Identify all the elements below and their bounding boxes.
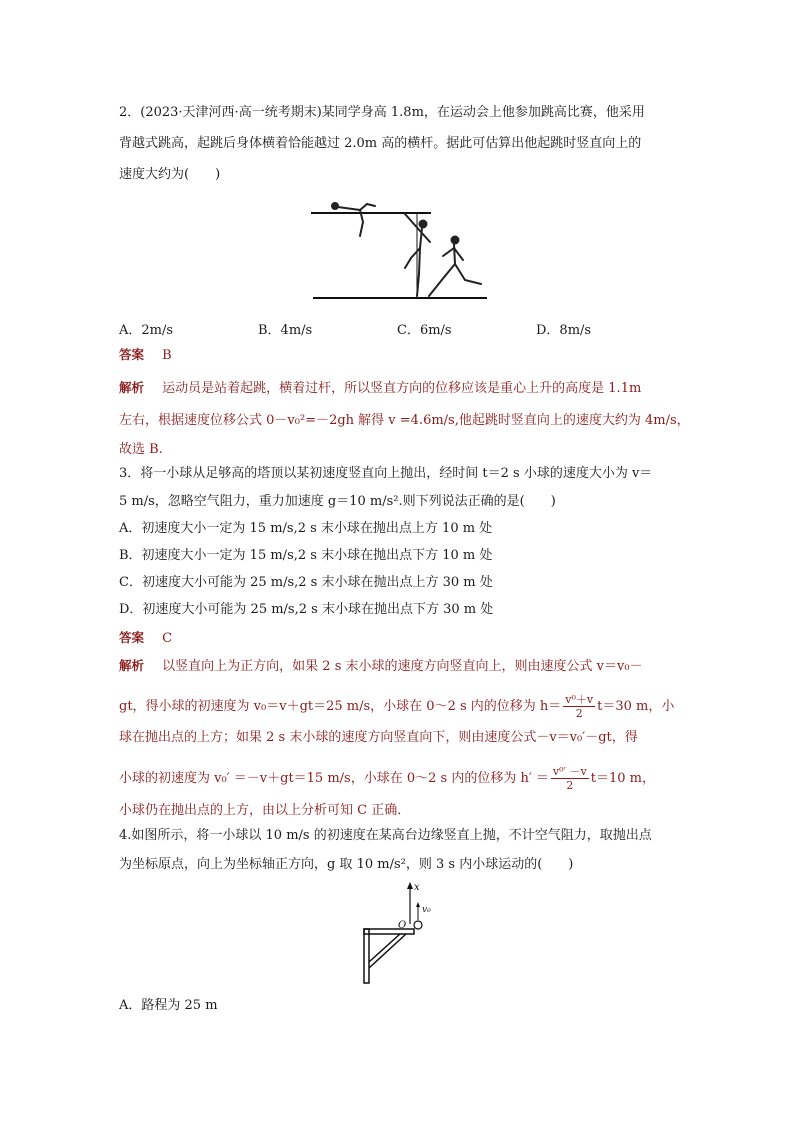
v0-label: v₀ (422, 905, 431, 915)
q3-analysis-line1 (119, 656, 643, 677)
origin-label: O (398, 920, 407, 931)
q3-stem-line1: 3．将一小球从足够高的塔顶以某初速度竖直向上抛出，经时间 t＝2 s 小球的速度大小为 v＝ (119, 466, 653, 481)
fraction (551, 765, 589, 792)
analysis-text: 小球的初速度为 v₀′ ＝－v＋gt＝15 m/s，小球在 0～2 s 内的位移为 h′ ＝ (119, 771, 549, 786)
answer-value: C (162, 631, 173, 646)
q3-option-a: A．初速度大小一定为 15 m/s,2 s 末小球在抛出点上方 10 m 处 (119, 521, 493, 536)
q3-option-c: C．初速度大小可能为 25 m/s,2 s 末小球在抛出点上方 30 m 处 (119, 575, 493, 590)
q3-option-d: D．初速度大小可能为 25 m/s,2 s 末小球在抛出点下方 30 m 处 (119, 602, 494, 617)
fraction-numerator: v⁰＋v (565, 693, 594, 706)
q3-analysis-line2 (119, 693, 674, 720)
answer-label: 答案 (119, 347, 145, 362)
answer-value: B (162, 348, 172, 363)
q4-stem-line1: 4.如图所示，将一小球以 10 m/s 的初速度在某高台边缘竖直上抛，不计空气阻力，取抛出点 (119, 828, 652, 843)
q2-stem-line2: 背越式跳高，起跳后身体横着恰能越过 2.0m 高的横杆。据此可估算出他起跳时竖直向上的 (119, 136, 642, 151)
analysis-text: 以竖直向上为正方向，如果 2 s 末小球的速度方向竖直向上，则由速度公式 v＝v₀－ (162, 659, 643, 674)
q2-analysis-line1 (119, 378, 641, 399)
analysis-label: 解析 (119, 658, 145, 673)
q4-stem-line2: 为坐标原点，向上为坐标轴正方向，g 取 10 m/s²，则 3 s 内小球运动的( ) (119, 857, 574, 872)
q2-option-b: B．4m/s (258, 323, 313, 338)
fraction (563, 693, 595, 720)
analysis-label: 解析 (119, 380, 145, 395)
q2-option-d: D．8m/s (536, 323, 592, 338)
ball (414, 921, 422, 929)
q2-analysis-line3: 故选 B. (119, 442, 163, 457)
q3-analysis-line5: 小球仍在抛出点的上方，由以上分析可知 C 正确． (119, 803, 411, 818)
q2-answer (119, 345, 172, 366)
fraction-denominator: 2 (575, 707, 583, 720)
x-axis-label: x (414, 882, 420, 893)
fraction-denominator: 2 (566, 779, 574, 792)
platform-figure (352, 880, 442, 988)
q2-stem-line3: 速度大约为( ) (119, 167, 221, 182)
q2-stem-line1: 2．(2023·天津河西·高一统考期末)某同学身高 1.8m，在运动会上他参加跳高比赛，他采用 (119, 105, 645, 120)
q3-analysis-line4 (119, 765, 655, 792)
q3-stem-line2: 5 m/s，忽略空气阻力，重力加速度 g＝10 m/s².则下列说法正确的是( ) (119, 494, 556, 509)
high-jump-figure (305, 198, 495, 302)
q3-option-b: B．初速度大小一定为 15 m/s,2 s 末小球在抛出点下方 10 m 处 (119, 548, 493, 563)
analysis-text: t＝30 m，小 (597, 699, 675, 714)
analysis-text: t＝10 m， (590, 771, 655, 786)
answer-label: 答案 (119, 630, 145, 645)
q2-option-a: A．2m/s (119, 323, 174, 338)
analysis-text: 运动员是站着起跳，横着过杆，所以竖直方向的位移应该是重心上升的高度是 1.1m (162, 381, 642, 396)
q4-option-a: A．路程为 25 m (119, 998, 218, 1013)
q2-option-c: C．6m/s (397, 323, 452, 338)
q3-analysis-line3: 球在抛出点的上方；如果 2 s 末小球的速度方向竖直向下，则由速度公式－v＝v₀′－gt，得 (119, 730, 638, 745)
q2-analysis-line2: 左右，根据速度位移公式 0－v₀²=－2gh 解得 v =4.6m/s,他起跳时竖直向上的速度大约为 4m/s， (119, 413, 690, 428)
q3-answer (119, 628, 172, 649)
analysis-text: gt，得小球的初速度为 v₀＝v＋gt＝25 m/s，小球在 0～2 s 内的位移为 h＝ (119, 699, 562, 714)
fraction-numerator: v⁰′ －v (552, 765, 587, 778)
